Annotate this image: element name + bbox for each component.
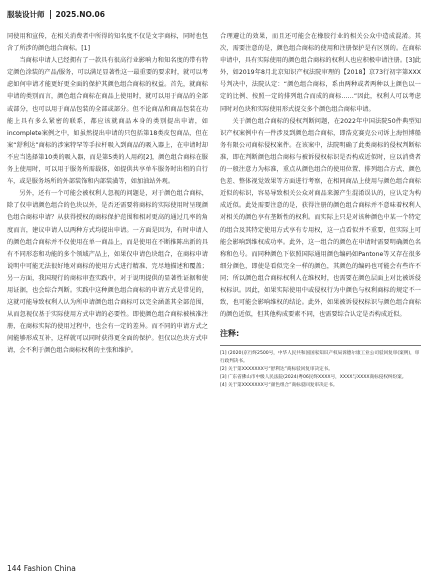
paragraph: 关于颜色组合商标的侵权判断问题，在2022年中国法院50件典型知识产权案例中有一件涉及到颜色组合商标，即浩克赛克公司诉上海恒博船务有限公司商标侵权案件。在该案中，法院明确了此类商标的侵权判断标准，即在判断颜色组合商标与被诉侵权标识是否构成近似时，应以消费者的一般注意力为标准，重点从颜色组合的使用位置、排列组合方式、颜色色差、整体视觉效果等方面进行考察，在相同商品上使用与颜色组合商标近似的标识，容易导致相关公众对商品来源产生混淆误认的，应认定为构成近似。此处需要注意的是，获得注册的颜色组合商标并不意味着权利人对相关的颜色享有垄断性的权利。而实际上只是对该种颜色中某一个特定的组合及其特定使用方式享有专用权，这一点看似并不重要，但实际上可能会影响到维权成功率。此外，这一组合的颜色在申请时需要明确颜色名称和色号。而同种颜色下依照国际通用颜色编码如Pantone等又存在很多细分颜色，即使是看似完全一样的颜色，其颜色的编码也可能会有些许不同；所以颜色组合商标权利人在维权时，也需要在颜色层面上对比被诉侵权标识。因此，如果实际使用中或侵权行为中颜色与权利商标的规定不一致，也可能会影响维权的结论。此外，如果被诉侵权标识与颜色组合商标的颜色近似，但其他构成要素不同，也需要综合认定是否构成近似。 [220, 117, 421, 319]
page-header [7, 7, 105, 21]
right-column [220, 31, 421, 391]
header-divider [50, 10, 51, 19]
footnote: [1] (2020)京行终2500号，中华人民共和国国家知识产权局诉德尔康工业公司驳回复审(案例)，审行政判决书。 [220, 351, 420, 364]
page-footer: 144 Fashion China [7, 564, 76, 573]
paragraph: 合理避让的效果，而且还可能会在橡胶行业的相关公众中造成混淆。其次，需要注意的是，颜色组合商标的使用和注册保护是有区别的。在商标申请中，具有实际使用的颜色组合商标的权利人也应积极申请注册。[3]此外，如2019年8月北京知识产权法院审理的【2018】京73行初字第XXX号判决中，法院认定：“颜色组合商标，系由两种或者两种以上颜色以一定的比例、按照一定的排列组合而成的商标……”因此，权利人可以考虑同时对色块和实际使用形式提交多个颜色组合商标申请。 [220, 33, 421, 113]
footnote: [2] 关于第XXXXXXX号“舒利达”商标驳回复审决定书。 [220, 366, 333, 372]
magazine-title: 服装设计师 [7, 9, 45, 19]
paragraph: 同使用和宣传，在相关消费者中所得的知名度不仅是文字商标，同时也包含了所涉的颜色组合商标。[1] [7, 33, 208, 53]
paragraph: 当商标申请人已经拥有了一款具有很高行业影响力和知名度的带有特定颜色涂装的产品/服务，可以满足显著性这一最重要的要求时，就可以考虑如何申请才能更好更全面的保护其颜色组合商标的权益。首先，就商标申请的类别而言，颜色组合商标在商品上使用时，就可以用于商品的全部或部分，也可以用于商品包装的全部或部分。但不论商品和商品包装在功能上具有多么紧密的联系，都应该就商品本身的类别提出申请，如incomplete案例之中，如虽然提出申请的只包括第18类皮包商品，但在案“舒利达”商标的涉案特罕等手拉杆吸入到商品的吸入器上，在申请时却不应当选择第10类的吸入器，而是第5类的人用药[2]，颜色组合商标在服务上使用时，可以用于服务所需载体，如提供共享单车服务时出租的自行车，或是服务场所的外部装饰和内部装潢等，如加油站外观。 [7, 57, 208, 186]
left-column [7, 31, 208, 358]
issue-number: 2025.NO.06 [55, 9, 105, 19]
notes-divider [220, 345, 421, 346]
paragraph: 另外，还有一个可能会被权利人忽视的问题是，对于颜色组合商标，除了仅申请颜色组合的色块以外，是否还需要将商标的实际使用时呈现颜色组合商标申请？从获得授权的商标保护范围和相对更高的通过几率的角度而言，建议申请人以两种方式均提出申请。一方面是因为，有时申请人的颜色组合商标并不仅使用在单一商品上，而是使用在不断推陈出新的具有不同形态和功能的多个领域产品上，如果仅申请色块组合，在商标申请说明中可能无法很好地对商标的使用方式进行精准、完尽地描述和覆盖；另一方面，我国现行的商标审查实践中，对于说明提供的显著性证据和使用证据，也会综合判断。实践中这种颜色组合商标的申请方式是常见的，这就可能导致权利人认为所申请颜色组合商标可以完全涵盖其全部范围，从而忽视仅基于实际使用方式申请的必要性。即使颜色组合商标被核准注册，在商标实际的使用过程中，也会有一定的差异。而不同的申请方式之间能够形成互补，这样就可以同时获得更全面的保护。但仅以色块方式申请，会不利于颜色组合商标权利的主张和维护。 [7, 190, 208, 355]
footnote: [4] 关于第XXXXXXX号“颜色组合”商标驳回复审决定书。 [220, 383, 338, 389]
footnote: [3] 广东省佛山市中级人民法院(2024)粤06民终XXXX号，XXXX与XXXX商标侵权纠纷案。 [220, 375, 407, 381]
notes-title: 注释: [220, 329, 240, 339]
